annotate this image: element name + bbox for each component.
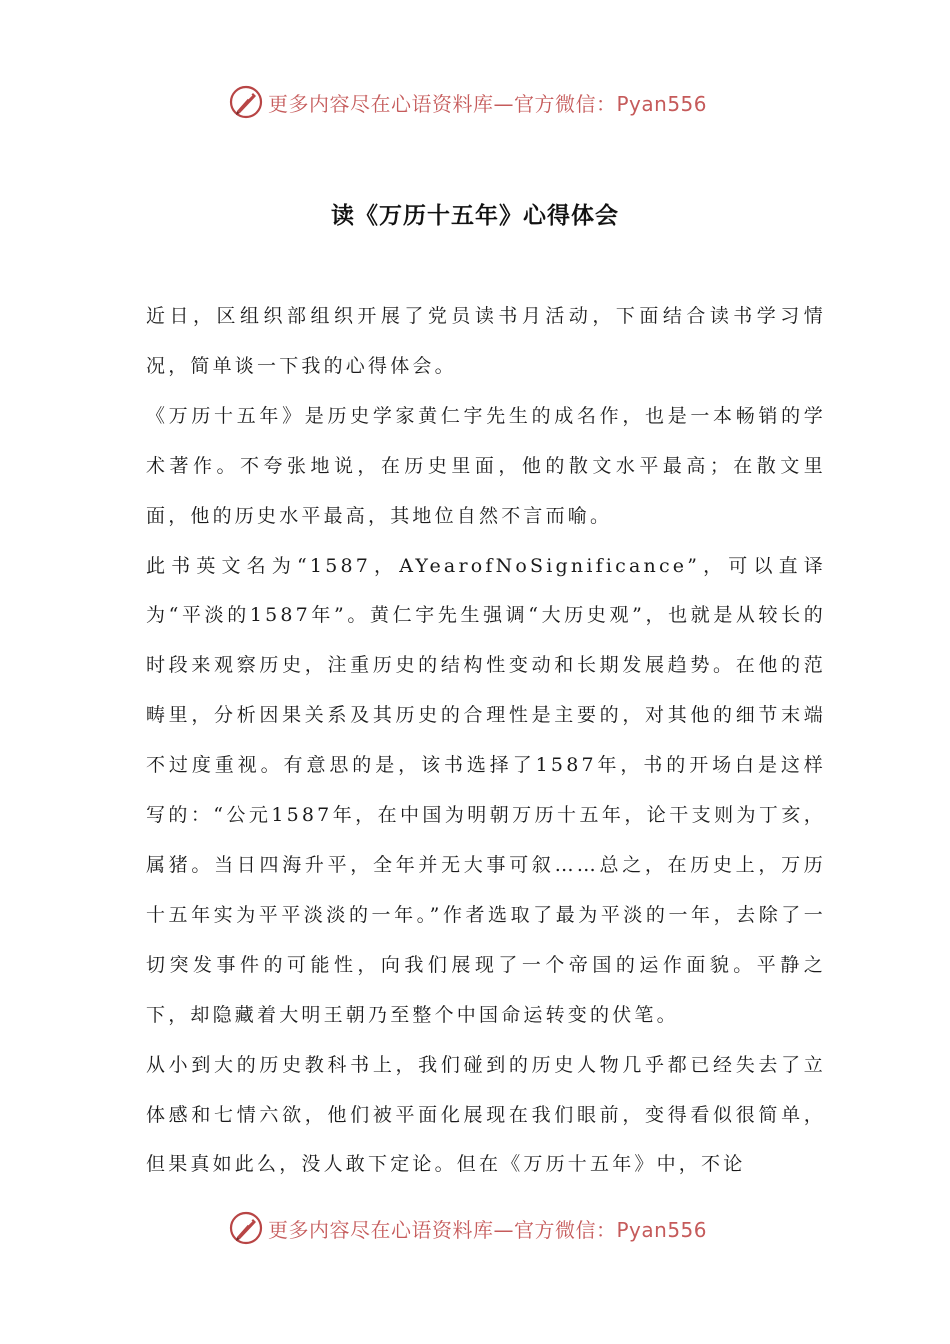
- header-banner: [228, 82, 707, 122]
- banner-text: 更多内容尽在心语资料库—官方微信：Pyan556: [268, 1217, 708, 1242]
- quill-logo-icon: [228, 1210, 264, 1246]
- document-body: [146, 292, 826, 1190]
- paragraph: 《万历十五年》是历史学家黄仁宇先生的成名作，也是一本畅销的学术著作。不夸张地说，在历史里面，他的散文水平最高；在散文里面，他的历史水平最高，其地位自然不言而喻。: [146, 404, 826, 527]
- footer-banner: [228, 1208, 707, 1248]
- quill-logo-icon: [228, 84, 264, 120]
- paragraph: 近日，区组织部组织开展了党员读书月活动，下面结合读书学习情况，简单谈一下我的心得体会。: [146, 305, 826, 377]
- paragraph: 此书英文名为“1587，AYearofNoSignificance”，可以直译为“平淡的1587年”。黄仁宇先生强调“大历史观”，也就是从较长的时段来观察历史，注重历史的结构性变动和长期发展趋势。在他的范畴里，分析因果关系及其历史的合理性是主要的，对其他的细节末端不过度重视。有意思的是，该书选择了1587年，书的开场白是这样写的：“公元1587年，在中国为明朝万历十五年，论干支则为丁亥，属猪。当日四海升平，全年并无大事可叙……总之，在历史上，万历十五年实为平平淡淡的一年。”作者选取了最为平淡的一年，去除了一切突发事件的可能性，向我们展现了一个帝国的运作面貌。平静之下，却隐藏着大明王朝乃至整个中国命运转变的伏笔。: [146, 554, 826, 1026]
- banner-text: 更多内容尽在心语资料库—官方微信：Pyan556: [268, 91, 708, 116]
- page-title: 读《万历十五年》心得体会: [331, 203, 619, 230]
- paragraph: 从小到大的历史教科书上，我们碰到的历史人物几乎都已经失去了立体感和七情六欲，他们被平面化展现在我们眼前，变得看似很简单，但果真如此么，没人敢下定论。但在《万历十五年》中，不论: [146, 1053, 826, 1176]
